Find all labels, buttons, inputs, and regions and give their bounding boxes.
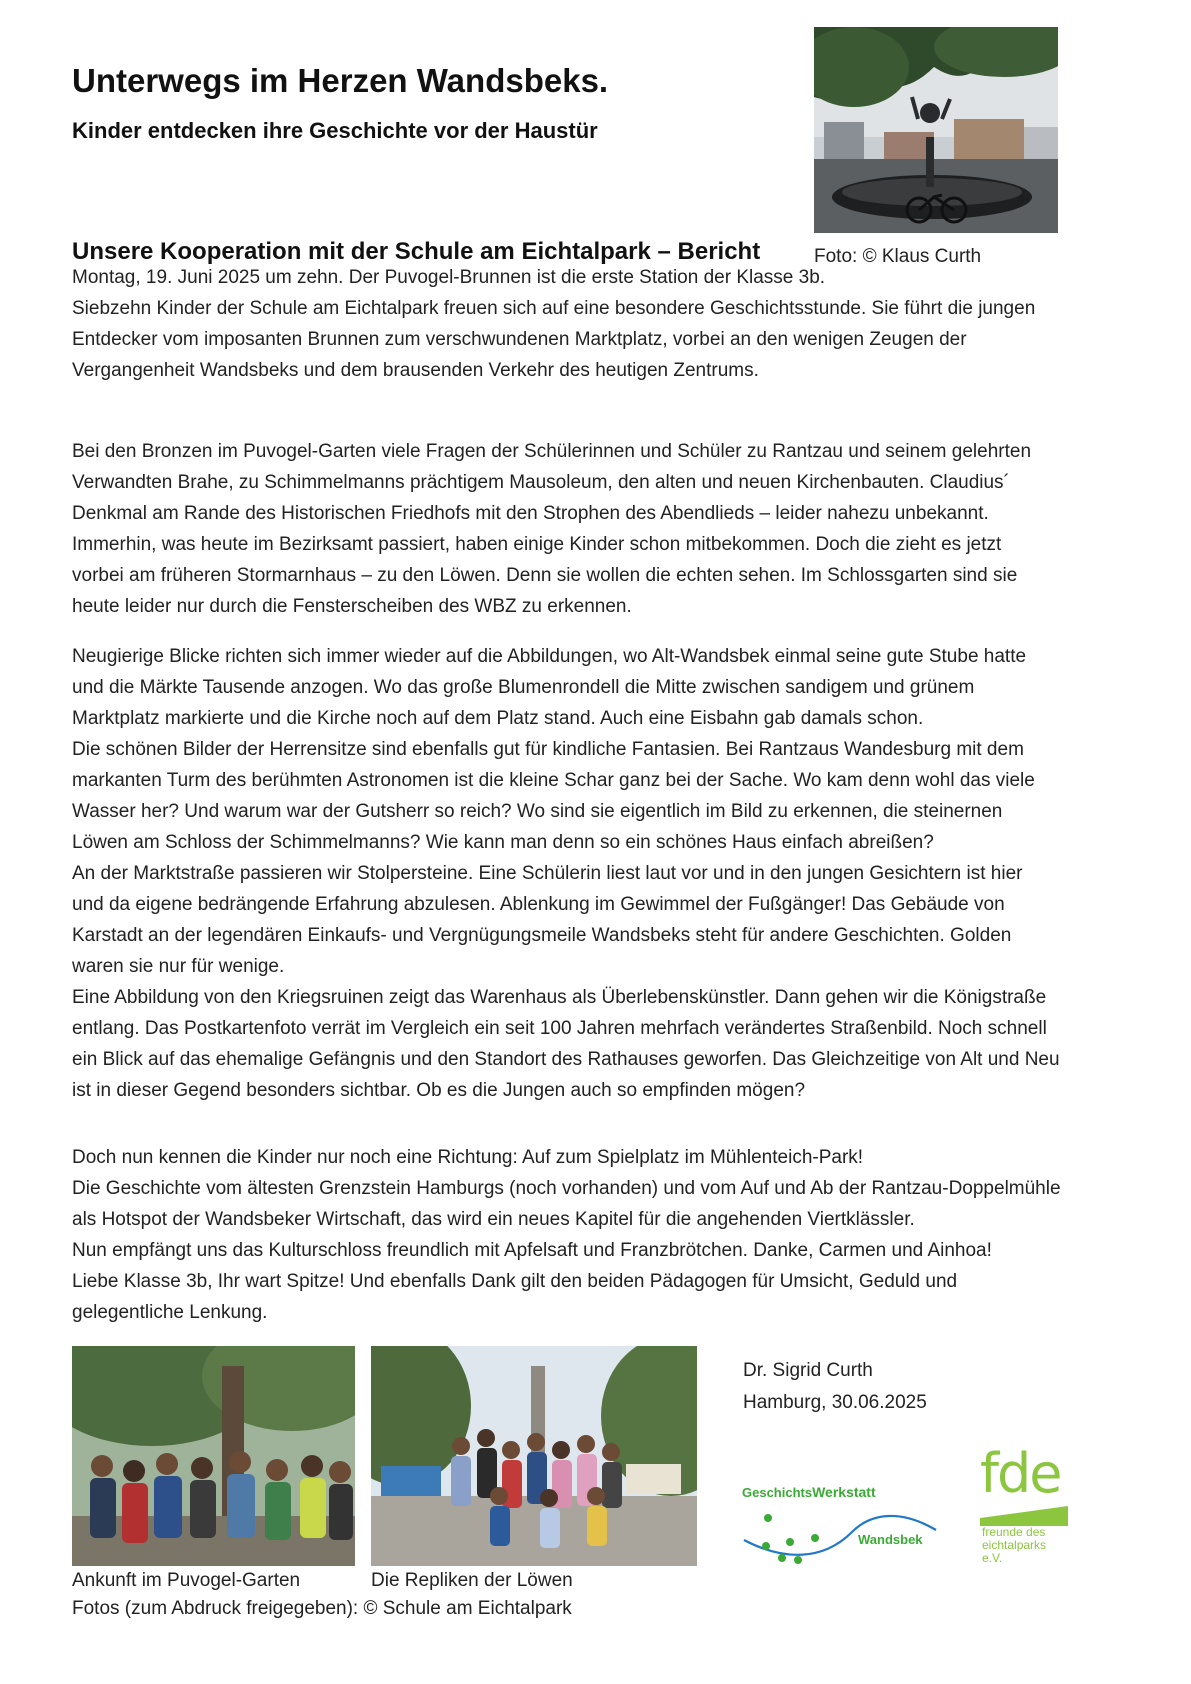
logo-text: Wandsbek	[858, 1532, 923, 1547]
logo-text: GeschichtsWerkstatt	[742, 1484, 876, 1500]
fde-logo	[980, 1442, 1070, 1574]
hill-icon	[980, 1504, 1068, 1526]
text-line: und die Märkte Tausende anzogen. Wo das große Blumenrondell die Mitte zwischen sandigem und grünem	[72, 677, 975, 698]
text-line: Nun empfängt uns das Kulturschloss freundlich mit Apfelsaft und Franzbrötchen. Danke, Carmen und Ainhoa!	[72, 1240, 992, 1261]
text-line: Löwen am Schloss der Schimmelmanns? Wie kann man denn so ein schönes Haus einfach abreißen?	[72, 832, 934, 853]
paragraph-3	[72, 641, 1132, 1106]
text-line: Die Geschichte vom ältesten Grenzstein Hamburgs (noch vorhanden) und vom Auf und Ab der Rantzau-Doppelmühle	[72, 1178, 1061, 1199]
text-line: und da eigene bedrängende Erfahrung abzulesen. Ablenkung im Gewimmel der Fußgänger! Das Gebäude von	[72, 894, 1005, 915]
text-line: Die schönen Bilder der Herrensitze sind ebenfalls gut für kindliche Fantasien. Bei Rantzaus Wandesburg mit dem	[72, 739, 1024, 760]
text-line: Siebzehn Kinder der Schule am Eichtalpark freuen sich auf eine besondere Geschichtsstunde. Sie führt die jungen	[72, 298, 1036, 319]
text-line: An der Marktstraße passieren wir Stolpersteine. Eine Schülerin liest laut vor und in den jungen Gesichtern ist hier	[72, 863, 1023, 884]
text-line: Entdecker vom imposanten Brunnen zum verschwundenen Marktplatz, vorbei an den wenigen Zeugen der	[72, 329, 967, 350]
text-line: Bei den Bronzen im Puvogel-Garten viele Fragen der Schülerinnen und Schüler zu Rantzau und seinem gelehrten	[72, 441, 1032, 462]
text-line: ist in dieser Gegend besonders sichtbar. Ob es die Jungen auch so empfinden mögen?	[72, 1080, 806, 1101]
page-title: Unterwegs im Herzen Wandsbeks.	[72, 62, 609, 99]
photos-credit: Fotos (zum Abdruck freigegeben): © Schule am Eichtalpark	[72, 1598, 572, 1619]
text-line: Karstadt an der legendären Einkaufs- und Vergnügungsmeile Wandsbeks steht für andere Geschichten. Golden	[72, 925, 1012, 946]
fountain-photo	[814, 27, 1058, 233]
lion-replicas-photo	[371, 1346, 697, 1566]
top-photo-credit: Foto: © Klaus Curth	[814, 246, 982, 267]
text-line: Verwandten Brahe, zu Schimmelmanns prächtigem Mausoleum, den alten und neuen Kirchenbauten. Claudius´	[72, 472, 1010, 493]
text-line: markanten Turm des berühmten Astronomen ist die kleine Schar ganz bei der Sache. Wo kam denn wohl das viele	[72, 770, 1035, 791]
page-subtitle: Kinder entdecken ihre Geschichte vor der Haustür	[72, 118, 598, 143]
text-line: Eine Abbildung von den Kriegsruinen zeigt das Warenhaus als Überlebenskünstler. Dann gehen wir die Königstraße	[72, 987, 1047, 1008]
logo-letters: fde	[980, 1442, 1061, 1505]
place-and-date: Hamburg, 30.06.2025	[743, 1392, 927, 1413]
geschichtswerkstatt-logo	[742, 1484, 938, 1574]
text-line: Immerhin, was heute im Bezirksamt passiert, haben einige Kinder schon mitbekommen. Doch die zieht es jetzt	[72, 534, 1002, 555]
text-line: waren sie nur für wenige.	[72, 956, 285, 977]
puvogel-garden-photo	[72, 1346, 355, 1566]
text-line: Liebe Klasse 3b, Ihr wart Spitze! Und ebenfalls Dank gilt den beiden Pädagogen für Umsicht, Geduld und	[72, 1271, 958, 1292]
author-name: Dr. Sigrid Curth	[743, 1360, 873, 1381]
text-line: Marktplatz markierte und die Kirche noch auf dem Platz stand. Auch eine Eisbahn gab damals schon.	[72, 708, 924, 729]
logo-subtitle: freunde des eichtalparks e.V.	[982, 1525, 1047, 1565]
caption-puvogel-garden: Ankunft im Puvogel-Garten	[72, 1570, 301, 1591]
text-line: ein Blick auf das ehemalige Gefängnis und den Standort des Rathauses geworfen. Das Gleichzeitige von Alt und Neu	[72, 1049, 1060, 1070]
text-line: heute leider nur durch die Fensterscheiben des WBZ zu erkennen.	[72, 596, 632, 617]
caption-lion-replicas: Die Repliken der Löwen	[371, 1570, 573, 1591]
text-line: entlang. Das Postkartenfoto verrät im Vergleich ein seit 100 Jahren mehrfach verändertes Straßenbild. Noch schnell	[72, 1018, 1047, 1039]
text-line: Denkmal am Rande des Historischen Friedhofs mit den Strophen des Abendlieds – leider nahezu unbekannt.	[72, 503, 989, 524]
text-line: vorbei am früheren Stormarnhaus – zu den Löwen. Denn sie wollen die echten sehen. Im Schlossgarten sind sie	[72, 565, 1018, 586]
paragraph-1	[72, 262, 1132, 386]
section-heading: Unsere Kooperation mit der Schule am Eichtalpark – Bericht	[72, 238, 761, 265]
text-line: Wasser her? Und warum war der Gutsherr so reich? Wo sind sie eigentlich im Bild zu erkennen, die steinernen	[72, 801, 1003, 822]
text-line: Montag, 19. Juni 2025 um zehn. Der Puvogel-Brunnen ist die erste Station der Klasse 3b.	[72, 267, 826, 288]
text-line: Doch nun kennen die Kinder nur noch eine Richtung: Auf zum Spielplatz im Mühlenteich-Park!	[72, 1147, 864, 1168]
text-line: gelegentliche Lenkung.	[72, 1302, 268, 1323]
text-line: Vergangenheit Wandsbeks und dem brausenden Verkehr des heutigen Zentrums.	[72, 360, 759, 381]
text-line: als Hotspot der Wandsbeker Wirtschaft, das wird ein neues Kapitel für die angehenden Viertklässler.	[72, 1209, 915, 1230]
paragraph-2	[72, 436, 1132, 622]
paragraph-4	[72, 1142, 1132, 1328]
text-line: Neugierige Blicke richten sich immer wieder auf die Abbildungen, wo Alt-Wandsbek einmal seine gute Stube hatte	[72, 646, 1027, 667]
